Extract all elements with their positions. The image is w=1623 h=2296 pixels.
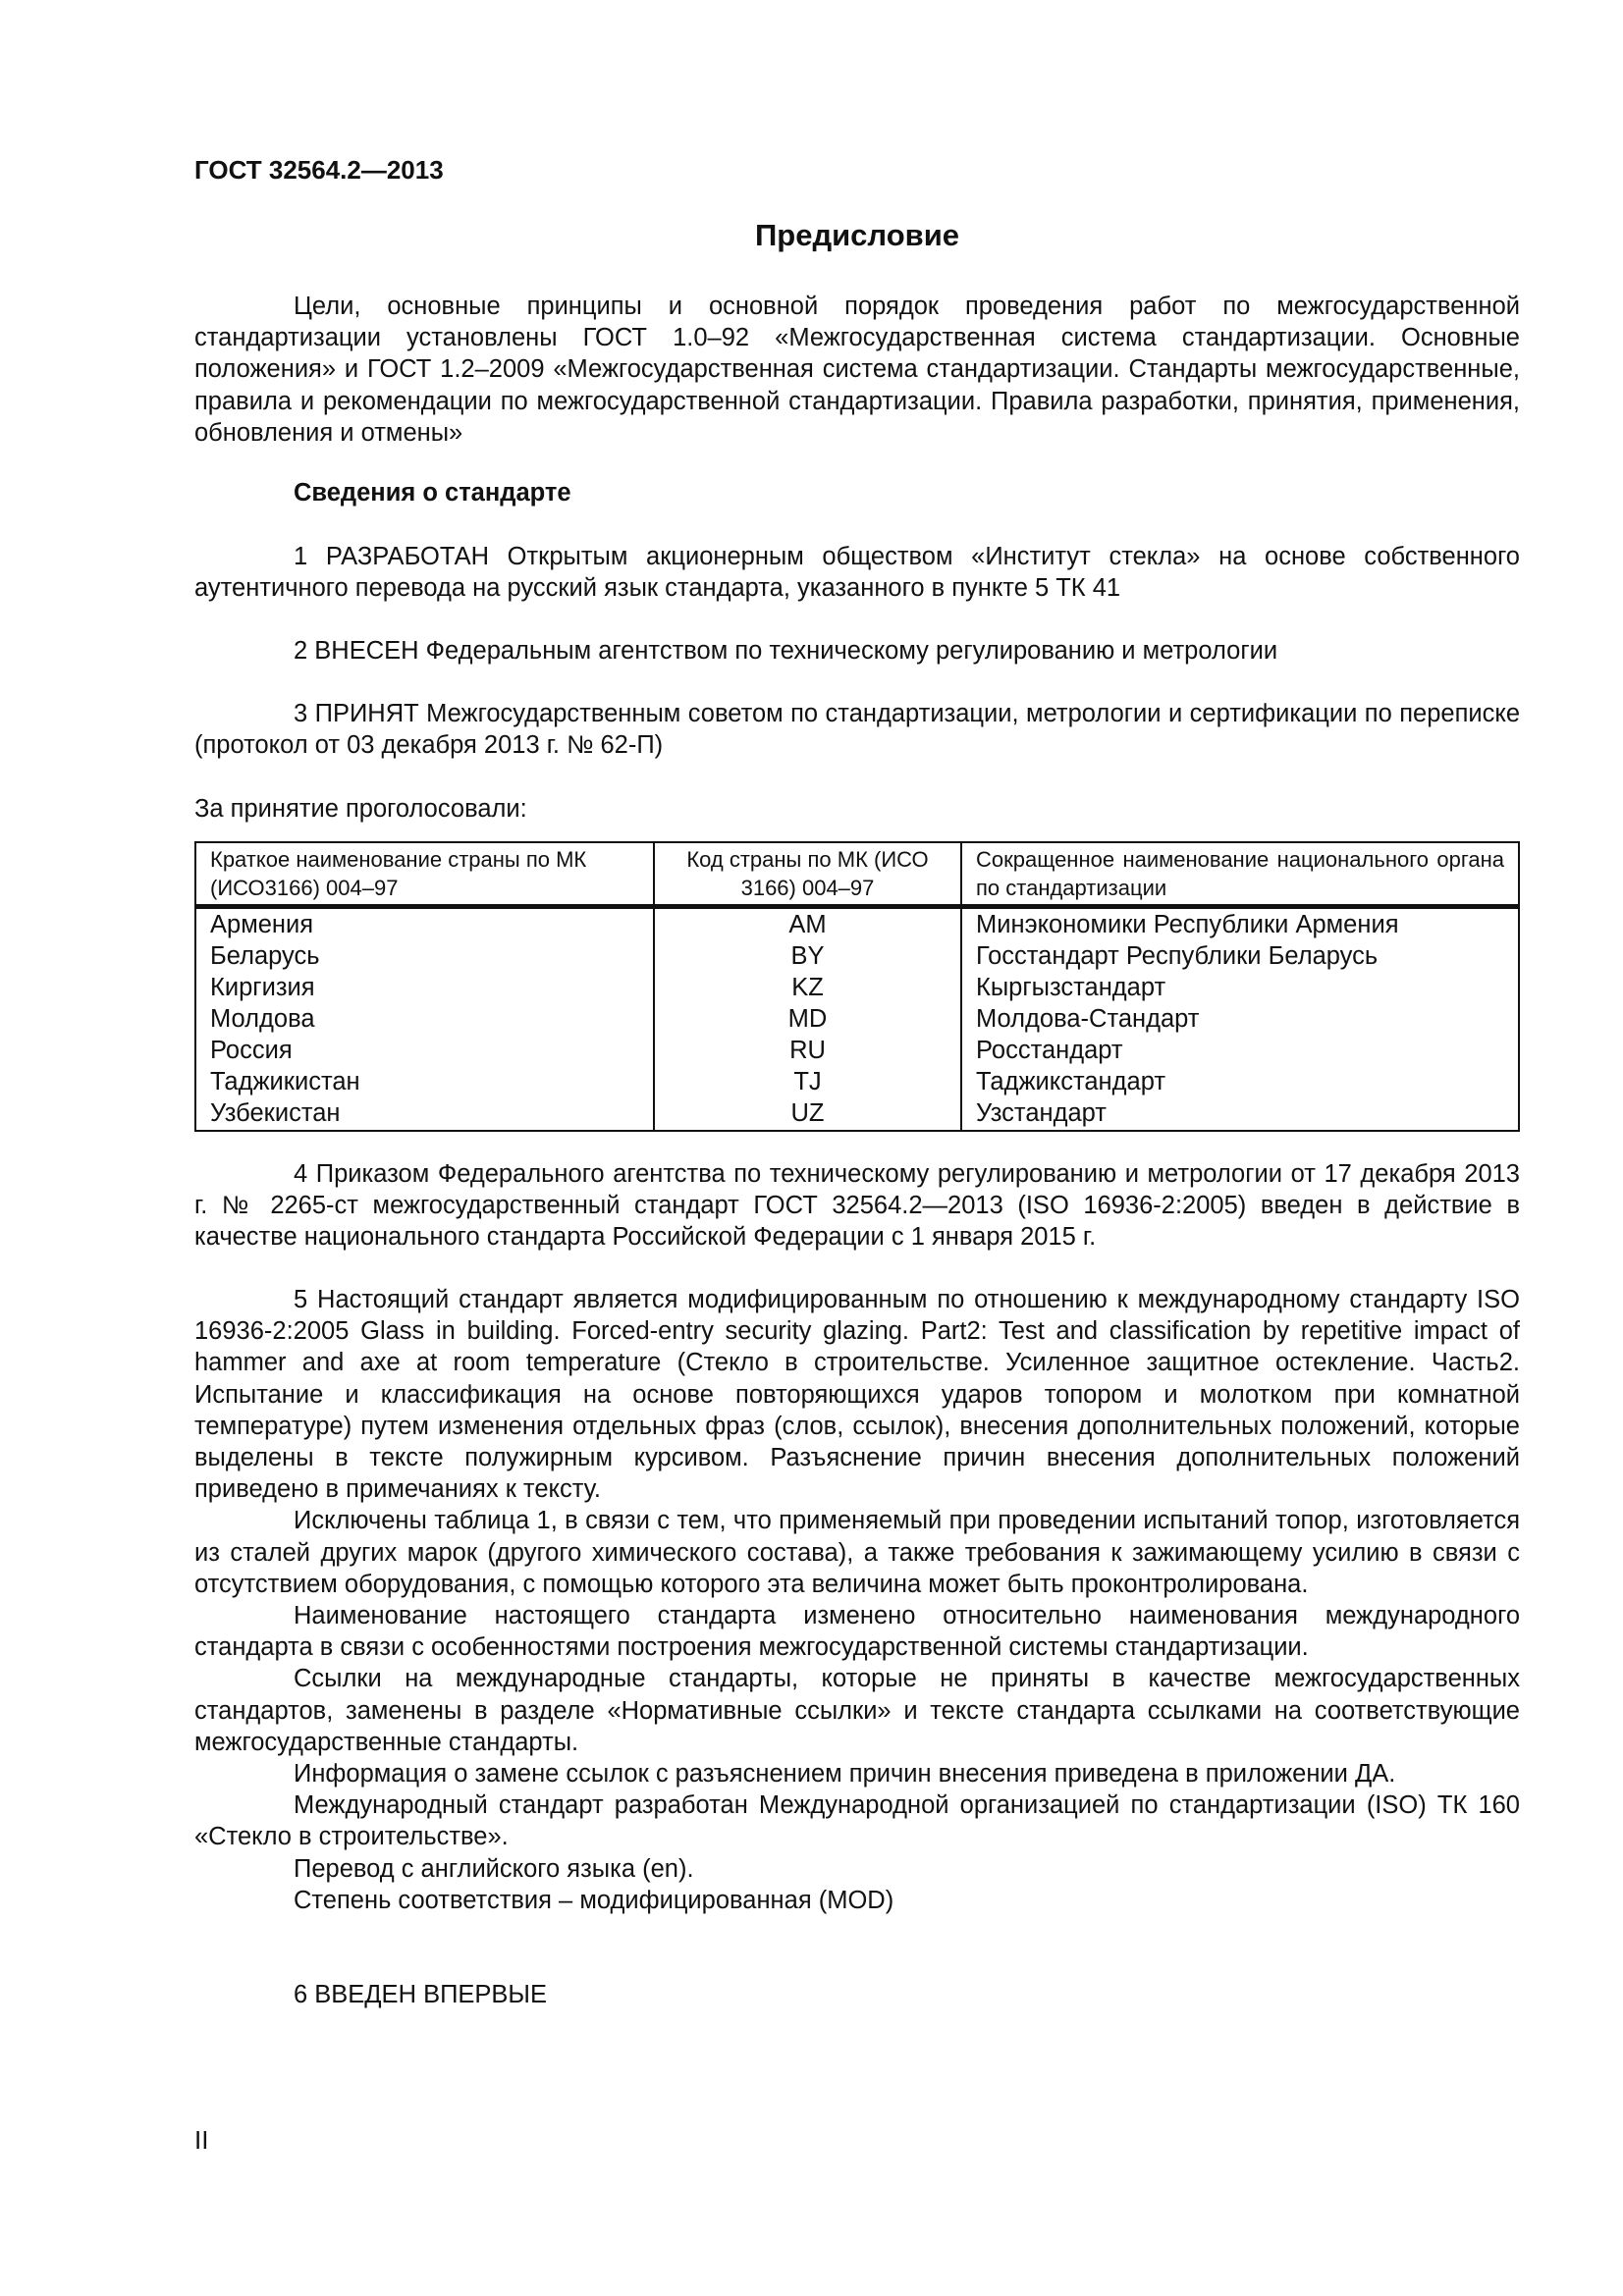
standards-body: Узстандарт: [961, 1097, 1519, 1131]
item-5-paragraph: Исключены таблица 1, в связи с тем, что применяемый при проведении испытаний топор, изготовляется из сталей других марок (другого химического состава), а также требования к зажимающему усилию в связи с отсутствием оборудования, с помощью которого эта величина может быть проконтролирована.: [194, 1507, 1520, 1598]
item-3-adopted: 3 ПРИНЯТ Межгосударственным советом по стандартизации, метрологии и сертификации по переписке (протокол от 03 декабря 2013 г. № 62-П): [194, 700, 1520, 760]
standards-body: Минэкономики Республики Армения: [961, 907, 1519, 941]
item-6-first-introduced: 6 ВВЕДЕН ВПЕРВЫЕ: [294, 1981, 548, 2008]
table-header-body: Сокращенное наименование национального органа по стандартизации: [961, 842, 1519, 907]
document-code: ГОСТ 32564.2—2013: [194, 155, 444, 185]
voted-label: За принятие проголосовали:: [194, 795, 527, 823]
item-4-enactment: 4 Приказом Федерального агентства по техническому регулированию и метрологии от 17 декабря 2013 г. № 2265-ст межгосударственный стандарт ГОСТ 32564.2—2013 (ISO 16936-2:2005) введен в действие в качестве национального стандарта Российской Федерации с 1 января 2015 г.: [194, 1160, 1520, 1252]
item-5-paragraph: Наименование настоящего стандарта изменено относительно наименования международного стандарта в связи с особенностями построения межгосударственной системы стандартизации.: [194, 1602, 1520, 1662]
table-row: [195, 907, 1519, 941]
table-row: [195, 940, 1519, 972]
item-5-paragraph: Информация о замене ссылок с разъяснением причин внесения приведена в приложении ДА.: [294, 1760, 1396, 1789]
intro-paragraph-block: [194, 291, 1520, 449]
item-5-block: [194, 1284, 1520, 1916]
item-5-paragraph: Международный стандарт разработан Международной организацией по стандартизации (ISO) ТК 160 «Стекло в строительстве».: [194, 1791, 1520, 1851]
standards-body: Таджикстандарт: [961, 1066, 1519, 1097]
country-name: Беларусь: [195, 940, 654, 972]
country-code: BY: [654, 940, 961, 972]
voting-countries-table: [194, 841, 1520, 1132]
item-5-paragraph: Перевод с английского языка (en).: [294, 1854, 694, 1883]
table-row: [195, 972, 1519, 1003]
page-number: II: [194, 2125, 209, 2155]
voted-label-block: [194, 793, 1520, 825]
country-name: Россия: [195, 1035, 654, 1066]
item-6-block: [194, 1979, 1520, 2010]
table-row: [195, 1097, 1519, 1131]
item-1-block: [194, 541, 1520, 604]
country-code: RU: [654, 1035, 961, 1066]
country-code: MD: [654, 1003, 961, 1035]
country-name: Молдова: [195, 1003, 654, 1035]
country-code: UZ: [654, 1097, 961, 1131]
table-header-code: Код страны по МК (ИСО 3166) 004–97: [654, 842, 961, 907]
item-5-paragraph: Ссылки на международные стандарты, которые не приняты в качестве межгосударственных стандартов, заменены в разделе «Нормативные ссылки» и тексте стандарта ссылками на соответствующие межгосударственные стандарты.: [194, 1665, 1520, 1756]
table-row: [195, 1003, 1519, 1035]
table-row: [195, 1035, 1519, 1066]
table-row: [195, 1066, 1519, 1097]
country-name: Узбекистан: [195, 1097, 654, 1131]
section-heading-block: [194, 477, 1520, 508]
standards-body: Кыргызстандарт: [961, 972, 1519, 1003]
country-code: KZ: [654, 972, 961, 1003]
item-5-paragraph: 5 Настоящий стандарт является модифицированным по отношению к международному стандарту ISO 16936-2:2005 Glass in building. Forced-entry security glazing. Part2: Test and classification by repetitive impact of hammer and axe at room temperature (Стекло в строительстве. Усиленное защитное остекление. Часть2. Испытание и классификация на основе повторяющихся ударов топором и молотком при комнатной температуре) путем изменения отдельных фраз (слов, ссылок), внесения дополнительных положений, которые выделены в тексте полужирным курсивом. Разъяснение причин внесения дополнительных положений приведено в примечаниях к тексту.: [194, 1286, 1520, 1504]
page-title: Предисловие: [754, 218, 959, 252]
table-header-country: Краткое наименование страны по МК (ИСО3166) 004–97: [195, 842, 654, 907]
item-5-paragraph: Степень соответствия – модифицированная (MOD): [294, 1886, 894, 1914]
country-code: TJ: [654, 1066, 961, 1097]
item-2-block: [194, 635, 1520, 667]
item-1-developed: 1 РАЗРАБОТАН Открытым акционерным обществом «Институт стекла» на основе собственного аутентичного перевода на русский язык стандарта, указанного в пункте 5 ТК 41: [194, 543, 1520, 603]
country-name: Таджикистан: [195, 1066, 654, 1097]
country-code: AM: [654, 907, 961, 941]
item-4-block: [194, 1158, 1520, 1254]
standards-body: Госстандарт Республики Беларусь: [961, 940, 1519, 972]
item-2-submitted: 2 ВНЕСЕН Федеральным агентством по техническому регулированию и метрологии: [294, 637, 1278, 665]
standards-body: Молдова-Стандарт: [961, 1003, 1519, 1035]
table-header-row: [195, 842, 1519, 907]
standards-body: Росстандарт: [961, 1035, 1519, 1066]
item-3-block: [194, 698, 1520, 761]
section-heading: Сведения о стандарте: [294, 479, 571, 507]
country-name: Киргизия: [195, 972, 654, 1003]
country-name: Армения: [195, 907, 654, 941]
intro-paragraph: Цели, основные принципы и основной порядок проведения работ по межгосударственной стандартизации установлены ГОСТ 1.0–92 «Межгосударственная система стандартизации. Основные положения» и ГОСТ 1.2–2009 «Межгосударственная система стандартизации. Стандарты межгосударственные, правила и рекомендации по межгосударственной стандартизации. Правила разработки, принятия, применения, обновления и отмены»: [194, 293, 1520, 447]
